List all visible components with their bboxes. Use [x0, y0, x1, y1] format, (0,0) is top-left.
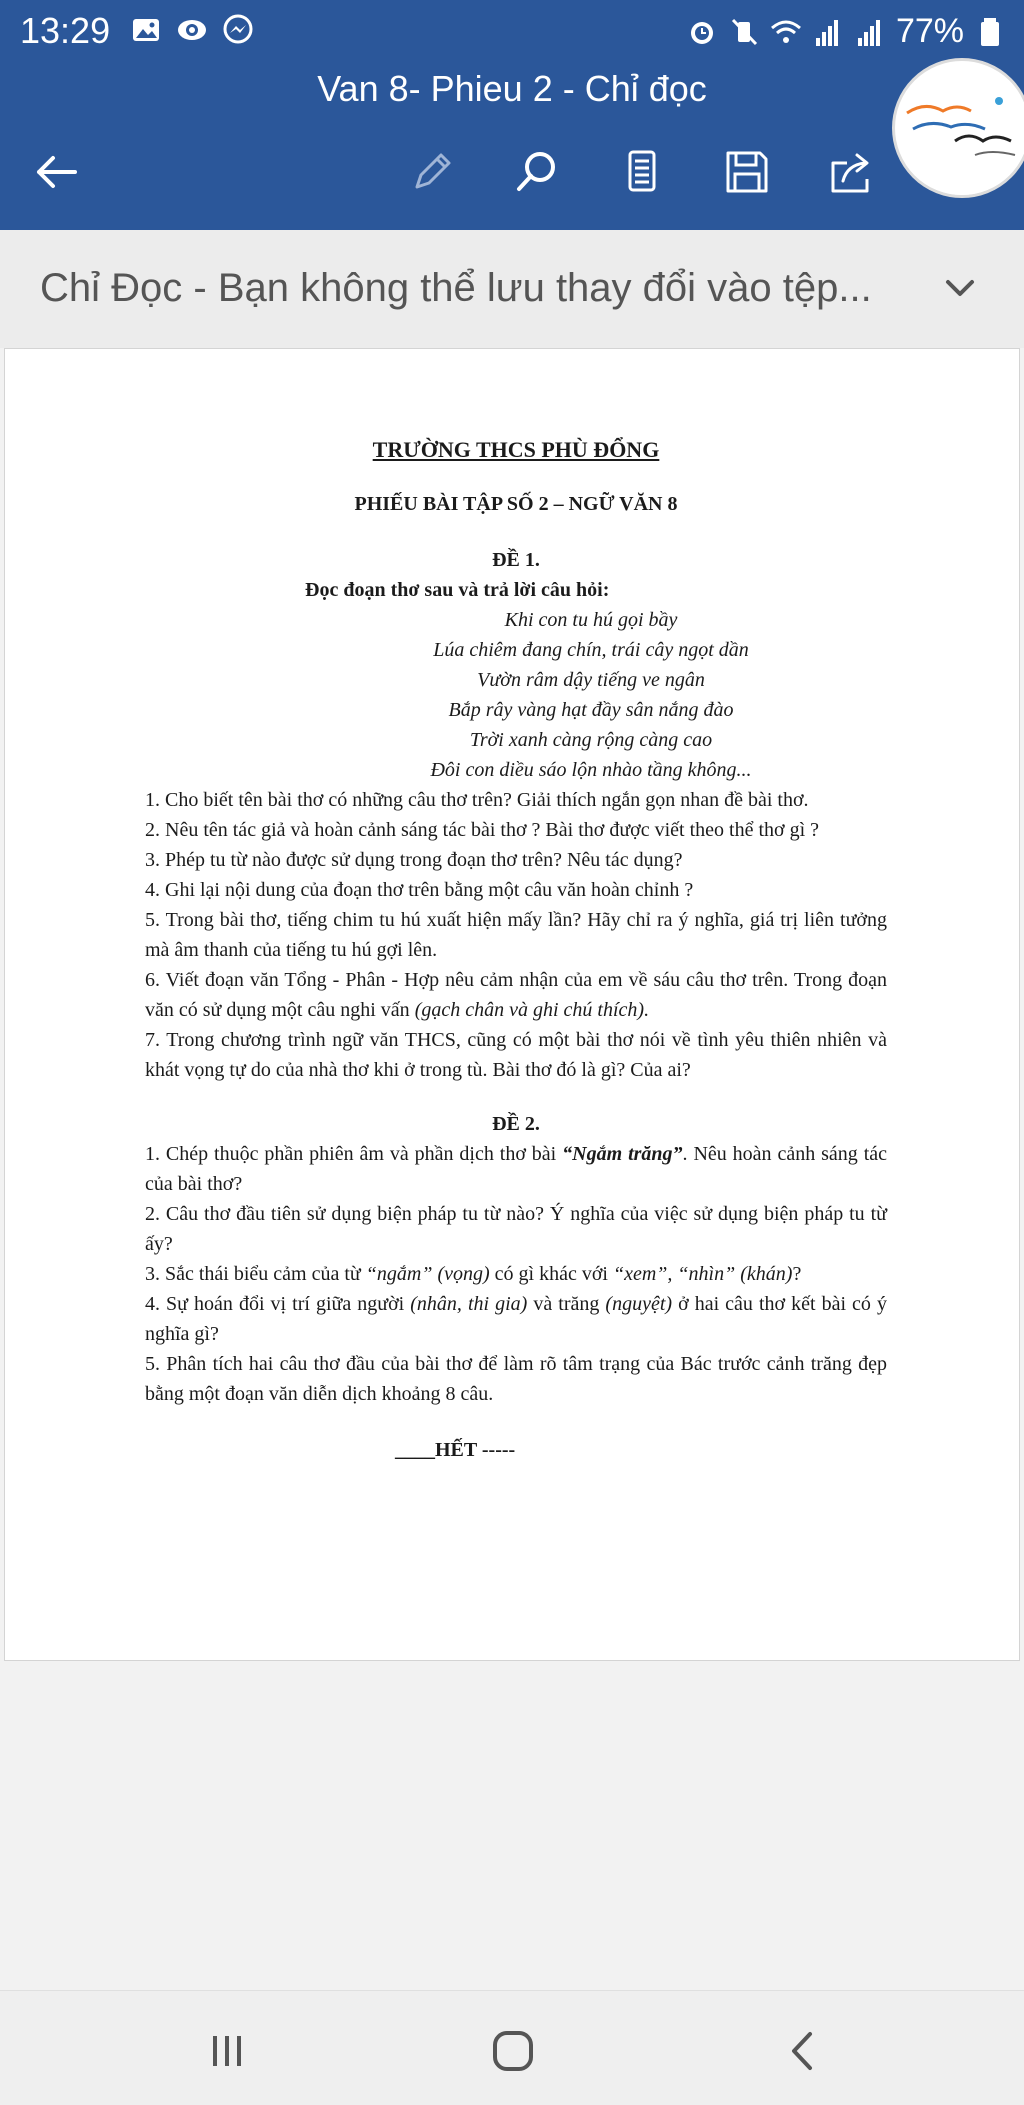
pencil-icon [407, 147, 457, 197]
question-text: 6. Viết đoạn văn Tổng - Phân - Hợp nêu cảm nhận của em về sáu câu thơ trên. Trong đoạn văn có sử dụng một câu nghi vấn [145, 969, 887, 1021]
edit-button[interactable] [400, 140, 464, 204]
search-button[interactable] [505, 140, 569, 204]
search-icon [512, 147, 562, 197]
question: 2. Nêu tên tác giả và hoàn cảnh sáng tác bài thơ ? Bài thơ được viết theo thể thơ gì ? [145, 819, 820, 841]
poem-intro: Đọc đoạn thơ sau và trả lời câu hỏi: [305, 579, 610, 601]
question-text: ? [792, 1263, 802, 1285]
poem-line: Lúa chiêm đang chín, trái cây ngọt dần [433, 639, 749, 661]
battery-level: 77% [895, 12, 964, 50]
question-text: ở hai câu thơ kết bài có ý nghĩa gì? [145, 1293, 887, 1345]
poem [145, 605, 887, 785]
save-icon [722, 147, 772, 197]
section-title-de1: ĐỀ 1. [492, 549, 540, 571]
status-time: 13:29 [20, 10, 111, 51]
poem-line: Vườn râm dậy tiếng ve ngân [477, 669, 705, 691]
share-button[interactable] [820, 140, 884, 204]
poem-name: “Ngắm trăng” [562, 1143, 683, 1165]
question-term: (nhân, thi gia) [410, 1293, 528, 1315]
system-nav-bar [0, 1990, 1024, 2105]
question [145, 1259, 887, 1289]
readonly-message: Chỉ Đọc - Bạn không thể lưu thay đổi vào tệp... [40, 266, 872, 310]
toolbar [0, 140, 1024, 204]
back-button[interactable] [24, 140, 88, 204]
question-term: “xem”, “nhìn” (khán) [612, 1263, 793, 1285]
brand-sticker [892, 58, 1024, 198]
question: 5. Phân tích hai câu thơ đầu của bài thơ để làm rõ tâm trạng của Bác trước cảnh trăng đẹp bằng một đoạn văn diễn dịch khoảng 8 câu. [145, 1353, 887, 1405]
wifi-icon [770, 16, 802, 48]
recent-apps-button[interactable] [192, 2021, 262, 2081]
signal-icon [812, 16, 844, 48]
reading-view-button[interactable] [610, 140, 674, 204]
home-icon [488, 2026, 538, 2076]
nav-back-button[interactable] [768, 2021, 838, 2081]
document-title: Van 8- Phieu 2 - Chỉ đọc [317, 68, 707, 109]
section-title-de2: ĐỀ 2. [492, 1113, 540, 1135]
readonly-banner[interactable] [0, 230, 1024, 348]
question-text: 3. Sắc thái biểu cảm của từ [145, 1263, 366, 1285]
home-button[interactable] [478, 2021, 548, 2081]
question-note: (gạch chân và ghi chú thích). [414, 999, 650, 1021]
chevron-down-icon[interactable] [940, 268, 980, 308]
signal-icon [854, 16, 886, 48]
sheet-title: PHIẾU BÀI TẬP SỐ 2 – NGỮ VĂN 8 [354, 493, 678, 515]
end-marker: ____HẾT ----- [395, 1439, 516, 1461]
question: 2. Câu thơ đầu tiên sử dụng biện pháp tu từ nào? Ý nghĩa của việc sử dụng biện pháp tu từ ấy? [145, 1203, 887, 1255]
question-term: “ngắm” (vọng) [365, 1263, 490, 1285]
question [145, 1289, 887, 1349]
empty-canvas [0, 1661, 1024, 1991]
question [145, 965, 887, 1025]
question-text: 1. Chép thuộc phần phiên âm và phần dịch thơ bài [145, 1143, 563, 1165]
messenger-icon [222, 14, 254, 46]
nav-back-icon [778, 2026, 828, 2076]
question-text: có gì khác với [489, 1263, 613, 1285]
poem-line: Trời xanh càng rộng càng cao [469, 729, 713, 751]
recent-apps-icon [202, 2026, 252, 2076]
battery-icon [974, 16, 1006, 48]
question-term: (nguyệt) [605, 1293, 673, 1315]
poem-line: Khi con tu hú gọi bầy [504, 609, 678, 631]
app-header [0, 0, 1024, 230]
share-icon [827, 147, 877, 197]
question: 3. Phép tu từ nào được sử dụng trong đoạn thơ trên? Nêu tác dụng? [145, 849, 683, 871]
poem-line: Bắp rây vàng hạt đầy sân nắng đào [448, 699, 734, 721]
question: 5. Trong bài thơ, tiếng chim tu hú xuất hiện mấy lần? Hãy chỉ ra ý nghĩa, giá trị liên tưởng mà âm thanh của tiếng tu hú gợi lên. [145, 909, 887, 961]
status-bar [0, 0, 1024, 62]
gallery-icon [130, 14, 162, 46]
question: 1. Cho biết tên bài thơ có những câu thơ trên? Giải thích ngắn gọn nhan đề bài thơ. [145, 789, 809, 811]
document-page[interactable] [4, 348, 1020, 1661]
document-content [145, 435, 887, 1465]
save-button[interactable] [715, 140, 779, 204]
eye-icon [176, 14, 208, 46]
reading-view-icon [617, 147, 667, 197]
question: 4. Ghi lại nội dung của đoạn thơ trên bằng một câu văn hoàn chỉnh ? [145, 879, 694, 901]
question-text: . Nêu hoàn cảnh sáng tác của bài thơ? [145, 1143, 887, 1195]
question-text: 4. Sự hoán đổi vị trí giữa người [145, 1293, 411, 1315]
question-text: và trăng [527, 1293, 606, 1315]
vibrate-mute-icon [728, 16, 760, 48]
school-name: TRƯỜNG THCS PHÙ ĐỔNG [372, 437, 660, 462]
poem-line: Đôi con diều sáo lộn nhào tầng không... [430, 759, 752, 781]
back-arrow-icon [31, 147, 81, 197]
alarm-icon [686, 16, 718, 48]
brand-logo-icon [895, 61, 1024, 198]
question [145, 1139, 887, 1199]
question: 7. Trong chương trình ngữ văn THCS, cũng có một bài thơ nói về tình yêu thiên nhiên và khát vọng tự do của nhà thơ khi ở trong tù. Bài thơ đó là gì? Của ai? [145, 1029, 887, 1081]
